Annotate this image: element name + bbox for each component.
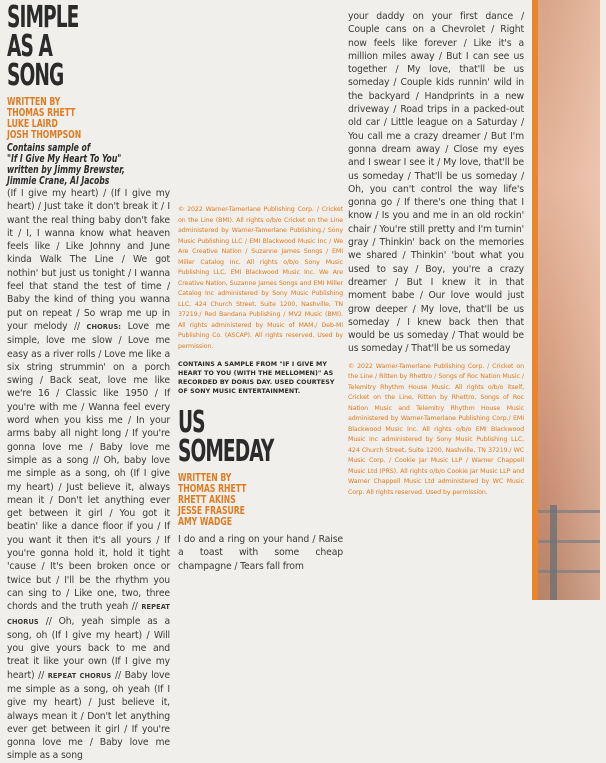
credit-line: JOSH THOMPSON — [7, 128, 82, 141]
column-1 — [7, 0, 170, 762]
song1-sample-notice: CONTAINS A SAMPLE FROM "IF I GIVE MY HEART TO YOU (WITH THE MELLOMEN)" AS RECORDED BY DORIS DAY. USED COURTESY OF SONY MUSIC ENTERTAINMENT. — [178, 361, 335, 395]
fence-rail — [538, 570, 600, 573]
song2-title — [178, 405, 280, 469]
fence-rail — [538, 510, 600, 513]
column-3 — [348, 0, 524, 600]
song2-title-line: SOMEDAY — [178, 434, 274, 469]
lyrics-text: // Oh, yeah simple as a song, oh (If I give my heart) / Will you give yours back to me and treat it like your own (If I give my heart) // — [7, 615, 170, 681]
cover-photo-strip — [532, 0, 600, 600]
credit-line: WRITTEN BY — [178, 471, 232, 484]
song1-credits — [7, 96, 121, 140]
song2-lyrics: your daddy on your first dance / Couple cans on a Chevrolet / Right now feels like forever / Like it's a million miles away / But I can see us together / My love, that'll be us someday / Couple kids runnin' wild in the backyard / Handprints in a new driveway / Road trips in a packed-out old car / Little league on a Saturday / You call me a crazy dreamer / But I'm gonna dream away / Close my eyes and I swear I see it / My love, that'll be us someday / That'll be us someday / Oh, you can't control the way life's gonna go / If there's one thing that I know / Is you and me in an old rockin' chair / You're still pretty and I'm turnin' gray / Thinkin' back on the memories we shared / Thinkin' 'bout what you used to say / Boy, you're a crazy dreamer / But I knew it in that moment babe / Our love would just grow deeper / My love, that'll be us someday / I knew back then that would be us someday / That would be us someday / That'll be us someday — [348, 11, 524, 355]
song1-title-line: SONG — [7, 58, 64, 93]
sample-credit-line: "If I Give My Heart To You" — [7, 152, 122, 165]
song1-lyrics — [7, 187, 170, 763]
credit-line: THOMAS RHETT — [7, 106, 76, 119]
song1-title-line: SIMPLE — [7, 0, 79, 35]
credit-line: AMY WADGE — [178, 515, 232, 528]
song1-title — [7, 0, 108, 93]
repeat-chorus-tag: REPEAT CHORUS — [47, 671, 112, 680]
song1-title-line: AS A — [7, 29, 52, 64]
credit-line: LUKE LAIRD — [7, 117, 58, 130]
chorus-tag: CHORUS: — [86, 322, 122, 331]
lyrics-text: // Baby love me simple as a song, oh yeah (If I give my heart) / Just believe it, always mean it / Don't let anything ever get between it girl / If you're gonna love me / Baby love me simple as a song — [7, 669, 170, 762]
song2-lyrics-start: I do and a ring on your hand / Raise a toast with some cheap champagne / Tears fall from — [178, 534, 343, 572]
song2-title-line: US — [178, 405, 205, 440]
fence-post — [550, 505, 557, 600]
sample-credit-line: written by Jimmy Brewster, — [7, 163, 125, 176]
lyrics-text: (If I give my heart) / (If I give my heart) / Just take it don't break it / I want the real thing baby don't fake it / I, I wanna know what heaven feels like / Like Johnny and June kinda Walk The Line / We got nothin' but just us tonight / I wanna feel that stand the test of time / Baby the kind of thing you wanna put on repeat / So wrap me up in your melody // — [7, 188, 170, 332]
song2-credits — [178, 472, 294, 527]
song1-sample-credit — [7, 141, 125, 187]
repeat-chorus-tag: REPEAT CHORUS — [7, 603, 170, 626]
sample-credit-line: Contains sample of — [7, 141, 91, 154]
credit-line: THOMAS RHETT — [178, 482, 247, 495]
song1-legal: © 2022 Warner-Tamerlane Publishing Corp. / Cricket on the Line (BMI). All rights o/b/o Cricket on the Line administered by Warner-Tamerlane Publishing./ Sony Music Publishing LLC / EMI Blackwood Music Inc / We Are Creative Nation / Suzanne James Songs / EMI Miller Catalog Inc. All rights o/b/o Sony Music Publishing LLC, EMI Blackwood Music Inc. We Are Creative Nation, Suzanne James Songs and EMI Miller Catalog Inc administered by Sony Music Publishing LLC, 424 Church Street, Suite 1200, Nashville, TN 37219./ Red Bandana Publishing / MV2 Music (BMI). All rights administered by Music of MAM./ Deb-Mi Publishing Co. (ASCAP). All rights reserved. Used by permission. — [178, 206, 343, 350]
credit-line: RHETT AKINS — [178, 493, 236, 506]
column-2-lower — [178, 205, 343, 600]
credit-line: WRITTEN BY — [7, 95, 61, 108]
credit-line: JESSE FRASURE — [178, 504, 245, 517]
song2-legal: © 2022 Warner-Tamerlane Publishing Corp. / Cricket on the Line / Ritten by Rhettro / Songs of Roc Nation Music / Telemitry Rhythm House Music. All rights o/b/o itself, Cricket on the Line, Ritten by Rhettro, Songs of Roc Nation Music and Telemitry Rhythm House Music administered by Warner-Tamerlane Publishing Corp./ EMI Blackwood Music Inc. All rights o/b/o EMI Blackwood Music Inc administered by Sony Music Publishing LLC, 424 Church Street, Suite 1200, Nashville, TN 37219./ WC Music Corp. / Cookie Jar Music LLP / Warner Chappell Music Ltd (PRS). All rights o/b/o Cookie Jar Music LLP and Warner Chappell Music Ltd administered by WC Music Corp. All rights reserved. Used by permission. — [348, 362, 524, 496]
sample-credit-line: Jimmie Crane, Al Jacobs — [7, 174, 110, 187]
lyrics-text: Love me simple, love me slow / Love me easy as a river rolls / Love me like a six string strummin' on a porch swing / Back seat, love me like we're 16 / Classic like 1950 / If you're with me / Wanna feel every word when you kiss me / In your arms baby all night long / If you're gonna love me / Baby love me simple as a song // Oh, baby love me simple as a song, oh (If I give my heart) / Just believe it, always mean it / Don't let anything ever get between it girl / You got it beatin' like a dance floor if you / If you want it then it's all yours / If you're gonna hold it, hold it tight 'cause / It's been broken once or twice but / I'll be the rhythm you can sing to / Like one, two, three chords and the truth yeah // — [7, 320, 170, 613]
fence-rail — [538, 540, 600, 543]
